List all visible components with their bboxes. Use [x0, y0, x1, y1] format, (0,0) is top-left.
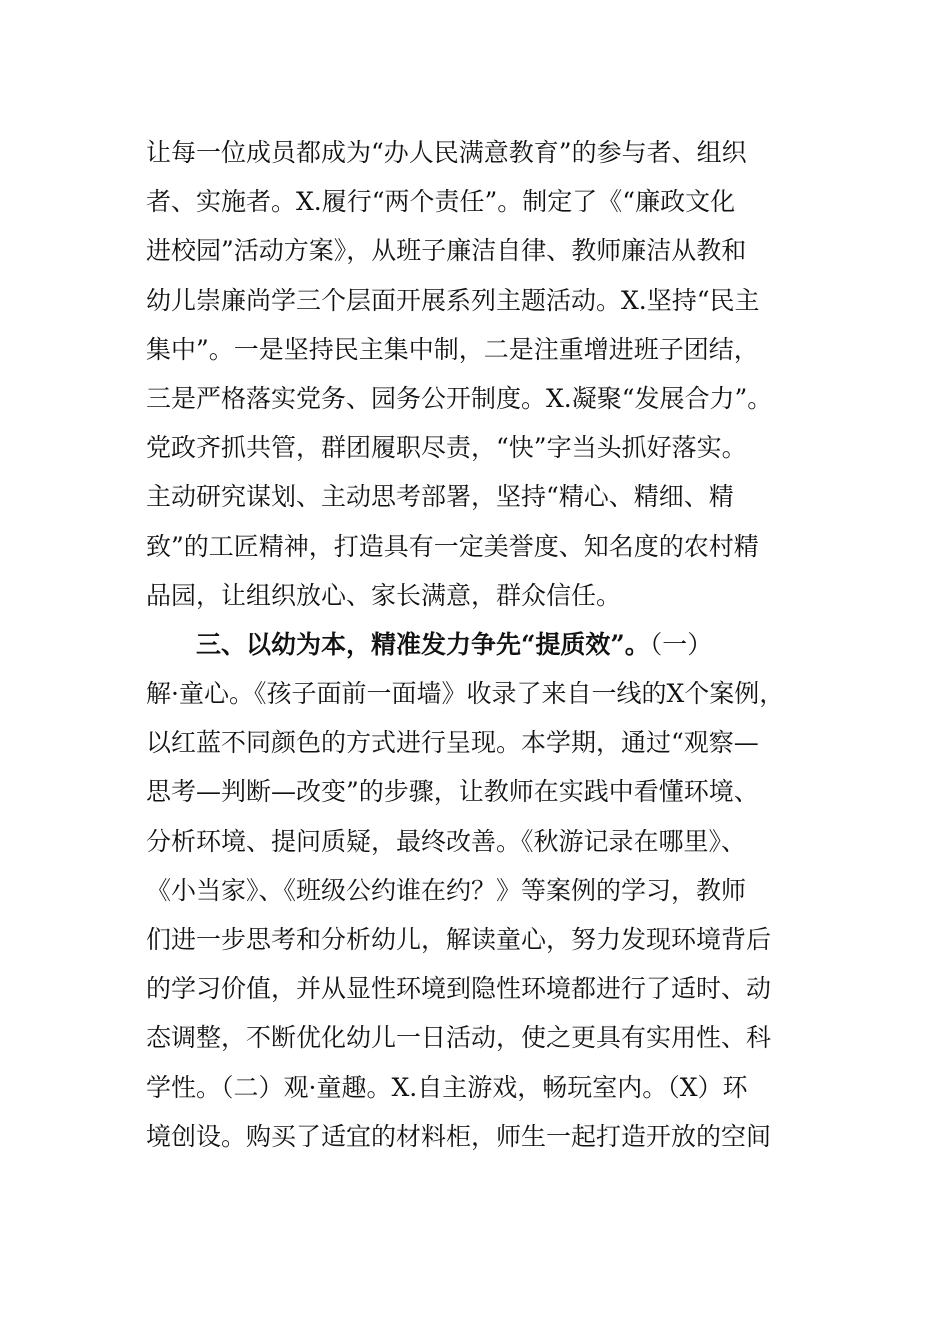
- paragraph-line: 主动研究谋划、主动思考部署，坚持“精心、精细、精: [146, 482, 734, 512]
- document-body: [146, 128, 836, 1161]
- paragraph-line: 态调整，不断优化幼儿一日活动，使之更具有实用性、科: [146, 1023, 772, 1053]
- section-heading-line: [146, 620, 836, 669]
- paragraph-line: 分析环境、提问质疑，最终改善。《秋游记录在哪里》、: [146, 826, 747, 856]
- paragraph-line: 学性。（二）观·童趣。X.自主游戏，畅玩室内。（X）环: [146, 1072, 748, 1102]
- paragraph-line: 境创设。购买了适宜的材料柜，师生一起打造开放的空间: [146, 1121, 772, 1151]
- paragraph-line: 解·童心。《孩子面前一面墙》收录了来自一线的X个案例，: [146, 679, 785, 709]
- paragraph-line: 三是严格落实党务、园务公开制度。X.凝聚“发展合力”。: [146, 383, 773, 413]
- paragraph-line: 者、实施者。X.履行“两个责任”。制定了《“廉政文化: [146, 187, 736, 217]
- paragraph-line: 党政齐抓共管，群团履职尽责，“快”字当头抓好落实。: [146, 433, 747, 463]
- paragraph-line: 幼儿崇廉尚学三个层面开展系列主题活动。X.坚持“民主: [146, 285, 760, 315]
- paragraph-line: 集中”。一是坚持民主集中制，二是注重增进班子团结，: [146, 334, 759, 364]
- paragraph-line: 品园，让组织放心、家长满意，群众信任。: [146, 580, 622, 610]
- paragraph-text: （一）: [649, 629, 713, 659]
- paragraph-line: 思考—判断—改变”的步骤，让教师在实践中看懂环境、: [146, 777, 759, 807]
- section-heading: 三、以幼为本，精准发力争先“提质效”。: [196, 629, 650, 659]
- paragraph-line: 以红蓝不同颜色的方式进行呈现。本学期，通过“观察—: [146, 728, 759, 758]
- paragraph-line: 《小当家》、《班级公约谁在约？》等案例的学习，教师: [146, 875, 747, 905]
- paragraph-line: 进校园”活动方案》，从班子廉洁自律、教师廉洁从教和: [146, 236, 747, 266]
- paragraph-line: 们进一步思考和分析幼儿，解读童心，努力发现环境背后: [146, 925, 772, 954]
- paragraph-line: 的学习价值，并从显性环境到隐性环境都进行了适时、动: [146, 974, 772, 1004]
- paragraph-line: 让每一位成员都成为“办人民满意教育”的参与者、组织: [146, 138, 747, 167]
- paragraph-line: 致”的工匠精神，打造具有一定美誉度、知名度的农村精: [146, 531, 759, 561]
